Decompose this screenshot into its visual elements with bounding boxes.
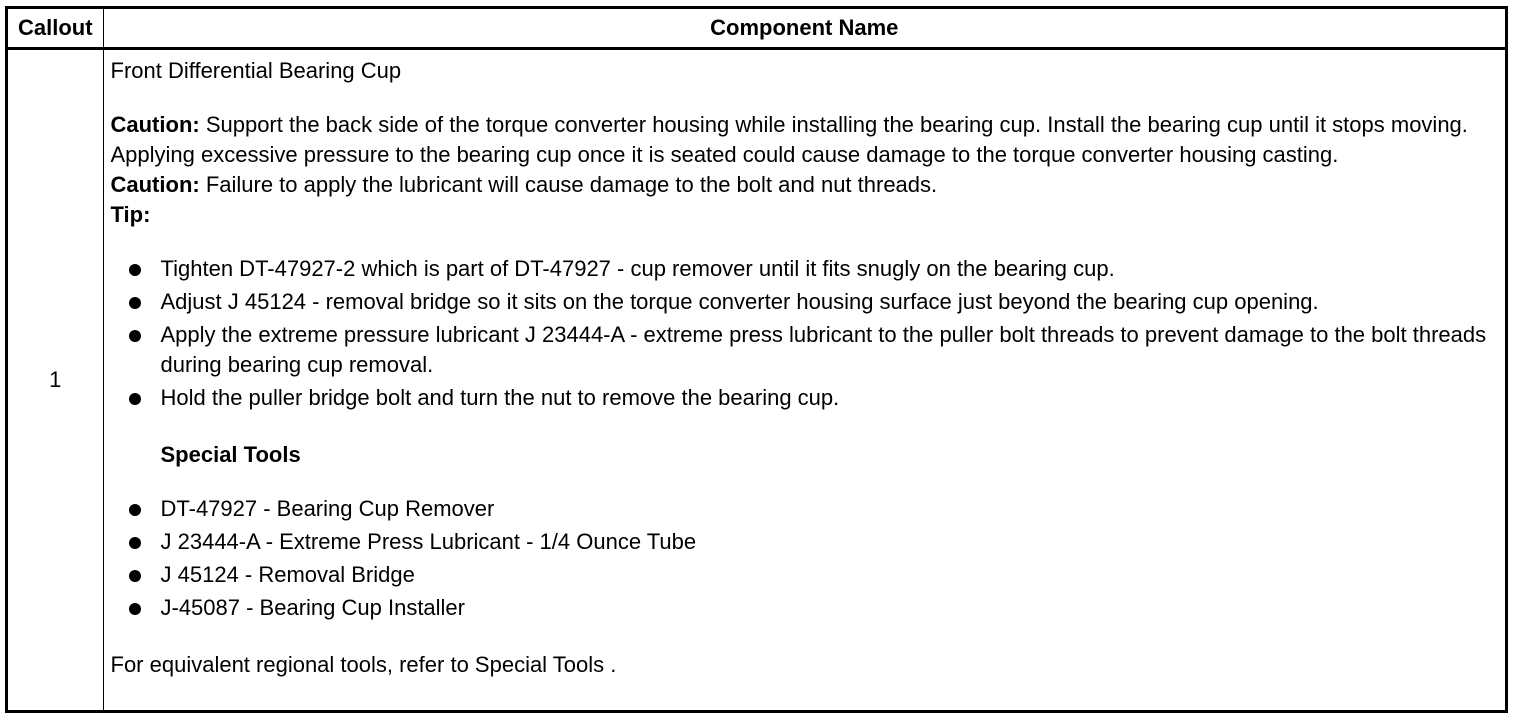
component-table	[8, 9, 1505, 710]
header-component-name: Component Name	[103, 9, 1505, 49]
tip-text: Hold the puller bridge bolt and turn the nut to remove the bearing cup.	[160, 385, 840, 410]
tool-text: J 23444-A - Extreme Press Lubricant - 1/4 Ounce Tube	[160, 529, 697, 554]
caution-2-text: Failure to apply the lubricant will cause damage to the bolt and nut threads.	[199, 172, 938, 197]
component-cell	[103, 49, 1505, 711]
header-callout: Callout	[8, 9, 103, 49]
tip-label-text: Tip:	[110, 202, 151, 227]
list-item	[111, 494, 1500, 524]
tool-text: J 45124 - Removal Bridge	[160, 562, 415, 587]
list-item	[111, 560, 1500, 590]
bullet-icon	[129, 393, 141, 405]
caution-2-label: Caution:	[110, 172, 200, 197]
bullet-icon	[129, 264, 141, 276]
table-header-row	[8, 9, 1505, 49]
special-tools-heading: Special Tools	[160, 442, 301, 467]
tip-text: Apply the extreme pressure lubricant J 23444-A - extreme press lubricant to the puller bolt threads to prevent damage to the bolt threads during bearing cup removal.	[160, 322, 1487, 377]
bullet-icon	[129, 297, 141, 309]
caution-2	[111, 170, 1500, 200]
tool-text: J-45087 - Bearing Cup Installer	[160, 595, 465, 620]
tip-list	[111, 254, 1500, 413]
footer-note: For equivalent regional tools, refer to Special Tools .	[110, 652, 617, 677]
bullet-icon	[129, 504, 141, 516]
bullet-icon	[129, 603, 141, 615]
list-item	[111, 287, 1500, 317]
list-item	[111, 593, 1500, 623]
caution-1-text: Support the back side of the torque converter housing while installing the bearing cup. Install the bearing cup until it stops moving. Applying excessive pressure to the bearing cup once it is seated could cause damage to the torque converter housing casting.	[110, 112, 1468, 167]
list-item	[111, 383, 1500, 413]
tip-label	[111, 200, 1500, 230]
bullet-icon	[129, 537, 141, 549]
caution-1-label: Caution:	[110, 112, 200, 137]
list-item	[111, 254, 1500, 284]
component-table-frame	[5, 6, 1508, 713]
special-tools-list	[111, 494, 1500, 623]
tip-text: Adjust J 45124 - removal bridge so it sits on the torque converter housing surface just beyond the bearing cup opening.	[160, 289, 1319, 314]
caution-1	[111, 110, 1500, 170]
list-item	[111, 320, 1500, 380]
tip-text: Tighten DT-47927-2 which is part of DT-47927 - cup remover until it fits snugly on the bearing cup.	[160, 256, 1115, 281]
callout-number: 1	[8, 49, 103, 711]
list-item	[111, 527, 1500, 557]
tool-text: DT-47927 - Bearing Cup Remover	[160, 496, 495, 521]
table-row	[8, 49, 1505, 711]
component-title: Front Differential Bearing Cup	[110, 58, 402, 83]
bullet-icon	[129, 570, 141, 582]
bullet-icon	[129, 330, 141, 342]
